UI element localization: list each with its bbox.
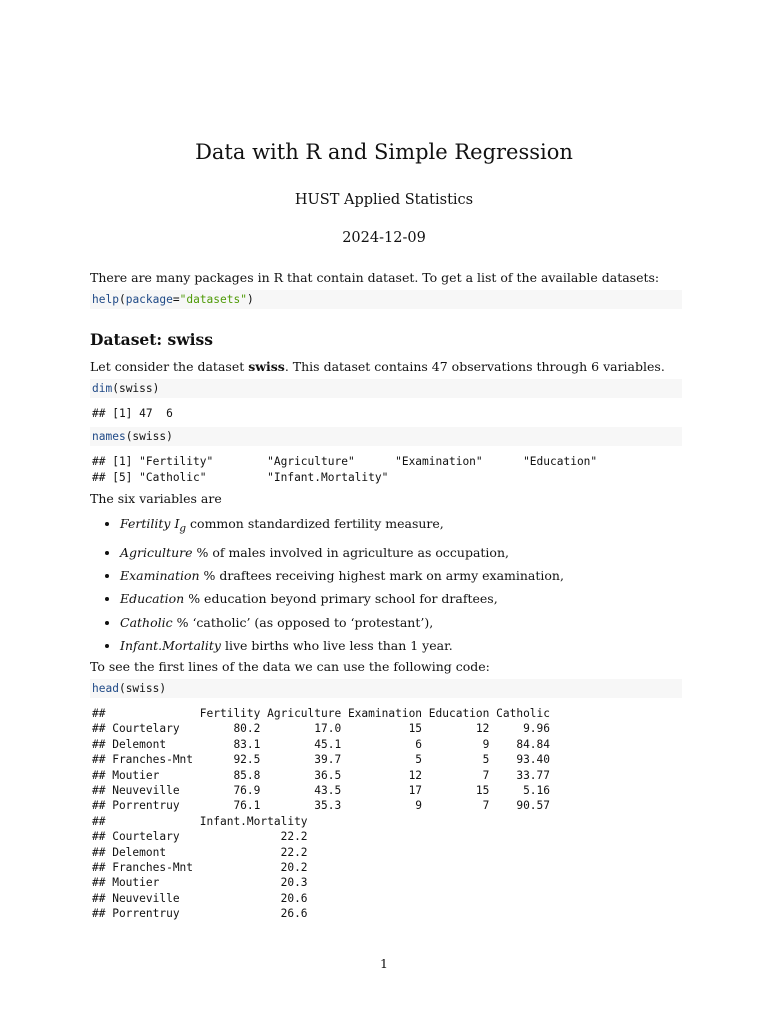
list-item (120, 611, 682, 634)
variable-name: Agriculture (120, 544, 193, 560)
code-equals: = (172, 293, 180, 306)
paragraph-text: . This dataset contains 47 observations through 6 variables. (284, 359, 665, 374)
variables-list (90, 512, 682, 657)
list-item (120, 587, 682, 610)
code-function: names (92, 430, 126, 444)
code-argument: (swiss) (118, 681, 167, 695)
list-item (120, 634, 682, 657)
code-block-names (90, 427, 682, 446)
code-argument: (swiss) (125, 430, 173, 444)
code-argument: package (125, 293, 173, 306)
list-item (120, 541, 682, 564)
variables-intro: The six variables are (90, 491, 222, 507)
dataset-name: swiss (248, 359, 285, 374)
variable-name: Catholic (120, 614, 173, 630)
dataset-paragraph (90, 357, 682, 377)
list-item (120, 564, 682, 587)
variable-description: common standardized fertility measure, (186, 516, 444, 532)
page-number: 1 (380, 956, 388, 971)
document-body (90, 268, 682, 922)
code-function: help (92, 293, 119, 306)
output-dim: ## [1] 47 6 (92, 407, 173, 420)
code-paren: ) (246, 293, 254, 306)
section-heading: Dataset: swiss (90, 330, 213, 349)
paragraph-text: Let consider the dataset (90, 359, 249, 374)
variable-name: Fertility (120, 516, 171, 532)
variable-name: Infant.Mortality (120, 637, 221, 653)
variable-name: Examination (120, 568, 200, 584)
document-date: 2024-12-09 (342, 230, 426, 246)
code-block-head (90, 679, 682, 698)
head-paragraph: To see the first lines of the data we can use the following code: (90, 658, 490, 674)
variable-description: live births who live less than 1 year. (220, 637, 453, 653)
list-item (120, 512, 682, 541)
code-block-help (90, 290, 682, 309)
code-function: head (92, 681, 119, 695)
intro-paragraph: There are many packages in R that contain dataset. To get a list of the available datasets: (90, 270, 660, 285)
code-block-dim (90, 379, 682, 398)
math-symbol: I (174, 516, 180, 532)
variable-name: Education (120, 591, 185, 607)
code-function: dim (92, 382, 113, 395)
output-names: ## [1] "Fertility" "Agriculture" "Examination" "Education" ## [5] "Catholic" "Infant.Mortality" (92, 455, 598, 484)
code-string: "datasets" (179, 293, 247, 306)
code-argument: (swiss) (112, 382, 160, 395)
code-paren: ( (118, 293, 126, 306)
variable-description: % of males involved in agriculture as occupation, (192, 544, 509, 560)
document-title: Data with R and Simple Regression (195, 140, 573, 164)
output-head: ## Fertility Agriculture Examination Education Catholic ## Courtelary 80.2 17.0 15 12 9.96 ## Delemont 83.1 45.1 6 9 84.84 ## Franches-Mnt 92.5 39.7 5 5 93.40 ## Moutier 85.8 36.5 12 7 33.77 ## Neuveville 76.9 43.5 17 15 5.16 ## Porrentruy 76.1 35.3 9 7 90.57 ## Infant.Mortality ## Courtelary 22.2 ## Delemont 22.2 ## Franches-Mnt 20.2 ## Moutier 20.3 ## Neuveville 20.6 ## Porrentruy 26.6 (92, 706, 551, 921)
document-author: HUST Applied Statistics (294, 192, 474, 208)
variable-description: % draftees receiving highest mark on army examination, (199, 568, 564, 584)
math-subscript: g (179, 522, 187, 535)
variable-description: % education beyond primary school for draftees, (184, 591, 498, 607)
variable-description: % ‘catholic’ (as opposed to ‘protestant’), (172, 614, 434, 630)
